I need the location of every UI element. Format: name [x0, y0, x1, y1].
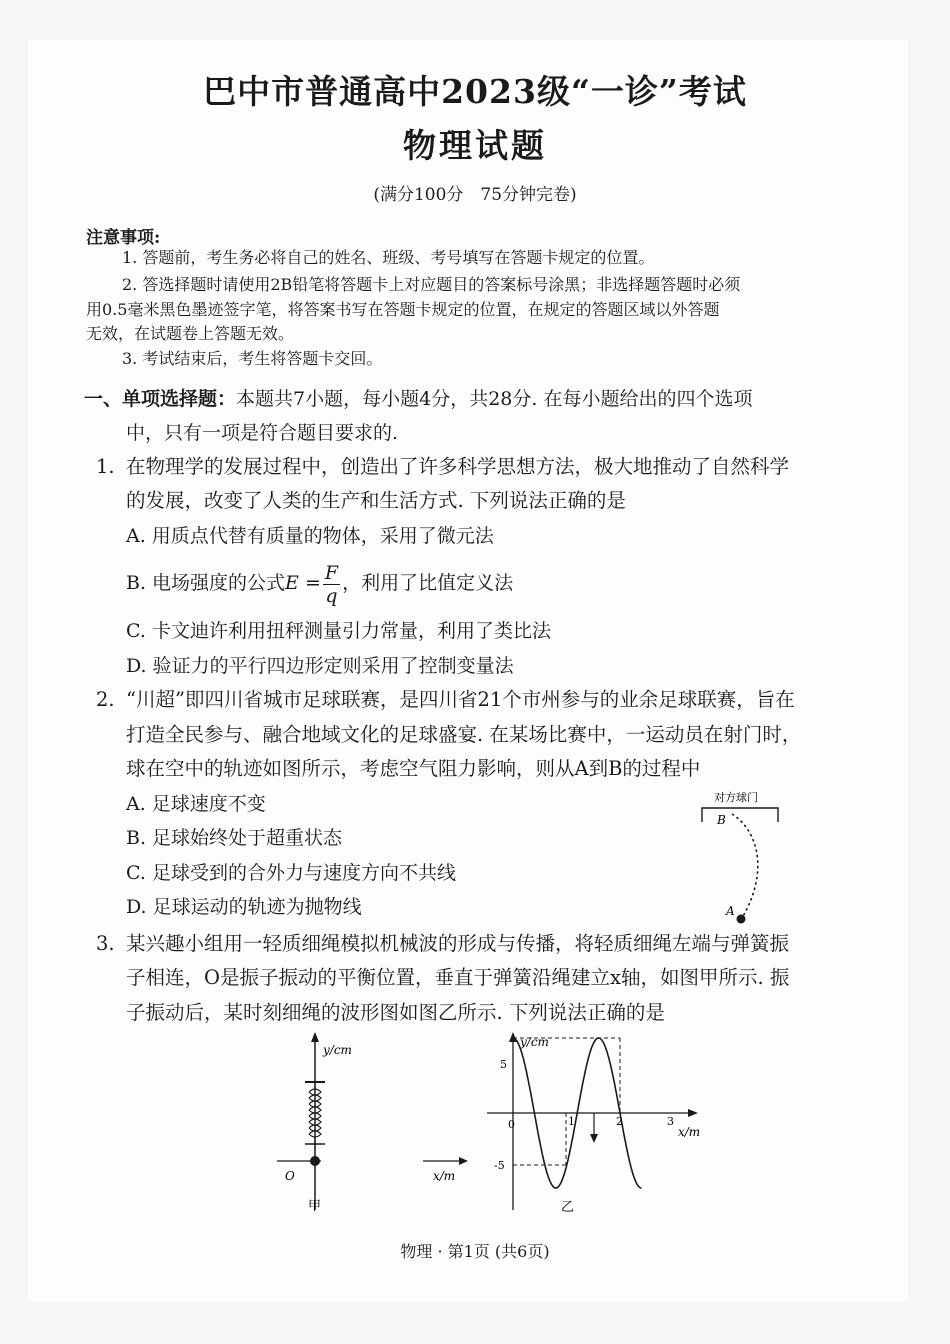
q1-formula-numerator: F [324, 561, 339, 584]
q1-option-c: C. 卡文迪许利用扭秤测量引力常量，利用了类比法 [126, 620, 551, 642]
q2-option-b: B. 足球始终处于超重状态 [126, 827, 343, 849]
ball-icon [737, 915, 746, 924]
q1-option-b-post: ，利用了比值定义法 [342, 572, 514, 594]
q2-stem-2: 打造全民参与、融合地域文化的足球盛宴. 在某场比赛中，一运动员在射门时， [126, 723, 802, 746]
exam-title: 巴中市普通高中2023级“一诊”考试 [203, 72, 747, 111]
q1-number: 1. [96, 455, 115, 478]
yi-tick-2: 2 [616, 1115, 623, 1128]
q3-figure-jia [275, 1030, 475, 1220]
notice-line-1: 1. 答题前，考生务必将自己的姓名、班级、考号填写在答题卡规定的位置。 [122, 248, 655, 267]
yi-tick-1: 1 [568, 1115, 575, 1128]
q1-formula-denominator: q [325, 584, 338, 607]
yi-tick-neg5: -5 [494, 1159, 505, 1172]
yi-x-arrow-icon [688, 1109, 698, 1117]
jia-y-label: y/cm [323, 1043, 352, 1057]
q3-number: 3. [96, 932, 115, 955]
q2-stem-3: 球在空中的轨迹如图所示，考虑空气阻力影响，则从A到B的过程中 [126, 757, 701, 780]
section-1-heading [84, 382, 752, 417]
q2-point-a-label: A [726, 904, 735, 918]
jia-origin-label: O [285, 1169, 295, 1183]
q1-option-b [126, 560, 513, 607]
goal-frame [702, 808, 778, 822]
q1-stem-2: 的发展，改变了人类的生产和生活方式. 下列说法正确的是 [126, 489, 626, 512]
q2-option-d: D. 足球运动的轨迹为抛物线 [126, 896, 362, 918]
q3-stem-1: 某兴趣小组用一轻质细绳模拟机械波的形成与传播，将轻质细绳左端与弹簧振 [126, 932, 790, 955]
notice-line-3: 3. 考试结束后，考生将答题卡交回。 [122, 349, 383, 368]
notice-line-2c: 无效，在试题卷上答题无效。 [86, 324, 295, 343]
ball-trajectory [732, 814, 758, 918]
yi-velocity-arrow-icon [590, 1134, 598, 1143]
notice-heading: 注意事项: [86, 228, 161, 248]
q2-option-c: C. 足球受到的合外力与速度方向不共线 [126, 862, 456, 884]
notice-line-2a: 2. 答选择题时请使用2B铅笔将答题卡上对应题目的答案标号涂黑；非选择题答题时必须 [122, 275, 741, 294]
q2-number: 2. [96, 688, 115, 711]
page-footer: 物理 · 第1页 (共6页) [400, 1242, 550, 1261]
yi-x-label: x/m [678, 1125, 701, 1139]
q2-goal-label: 对方球门 [714, 791, 758, 804]
yi-y-label: y/cm [520, 1035, 549, 1049]
q2-option-a: A. 足球速度不变 [126, 793, 266, 815]
yi-tick-0: 0 [508, 1118, 515, 1131]
yi-tick-3: 3 [667, 1115, 674, 1128]
notice-line-2b: 用0.5毫米黑色墨迹签字笔，将答案书写在答题卡规定的位置，在规定的答题区域以外答题 [86, 300, 720, 319]
q1-option-a: A. 用质点代替有质量的物体，采用了微元法 [126, 525, 494, 547]
q1-formula-lhs: E = [285, 572, 321, 594]
q3-figure-yi [482, 1030, 722, 1220]
exam-info: (满分100分 75分钟完卷) [373, 185, 577, 205]
subject-title: 物理试题 [403, 126, 547, 165]
q3-stem-2: 子相连，O是振子振动的平衡位置，垂直于弹簧沿绳建立x轴，如图甲所示. 振 [126, 966, 790, 989]
q1-option-b-pre: B. 电场强度的公式 [126, 572, 286, 594]
q1-formula-fraction [323, 562, 340, 607]
section-1-desc-1: 本题共7小题，每小题4分，共28分. 在每小题给出的四个选项 [236, 388, 753, 410]
q2-trajectory-figure [690, 784, 800, 924]
section-1-title: 一、单项选择题： [84, 388, 237, 410]
q1-stem-1: 在物理学的发展过程中，创造出了许多科学思想方法，极大地推动了自然科学 [126, 455, 790, 478]
q2-point-b-label: B [717, 813, 726, 827]
jia-y-arrow-icon [311, 1032, 319, 1042]
section-1-desc-2: 中，只有一项是符合题目要求的. [126, 422, 399, 444]
yi-tick-5: 5 [500, 1058, 507, 1071]
q3-stem-3: 子振动后，某时刻细绳的波形图如图乙所示. 下列说法正确的是 [126, 1001, 665, 1024]
yi-caption: 乙 [561, 1200, 575, 1215]
jia-caption: 甲 [308, 1199, 322, 1214]
jia-x-label: x/m [433, 1169, 456, 1183]
jia-x-arrow-icon [459, 1157, 468, 1165]
q2-stem-1: “川超”即四川省城市足球联赛，是四川省21个市州参与的业余足球联赛，旨在 [126, 688, 795, 711]
q1-option-d: D. 验证力的平行四边形定则采用了控制变量法 [126, 655, 514, 677]
